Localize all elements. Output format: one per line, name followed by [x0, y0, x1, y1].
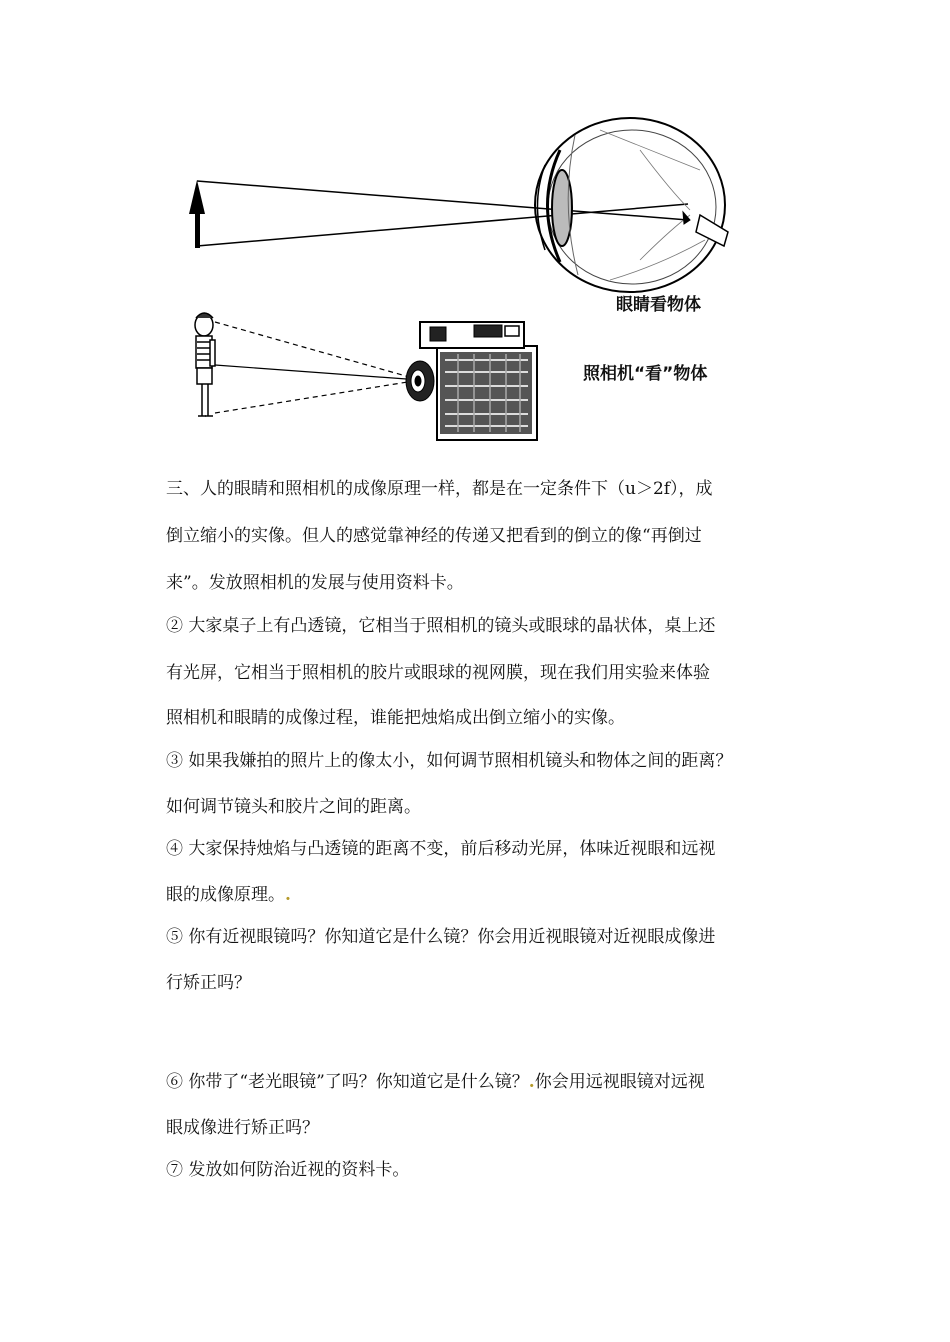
paragraph-3-line-1: 三、人的眼睛和照相机的成像原理一样，都是在一定条件下（u＞2f），成 [166, 479, 713, 499]
item-6-text-b: 你会用远视眼镜对远视 [534, 1072, 705, 1092]
camera-light-rays [215, 322, 420, 413]
item-5-line-1: ⑤ 你有近视眼镜吗？你知道它是什么镜？你会用近视眼镜对近视眼成像进 [166, 927, 716, 947]
eye-caption: 眼睛看物体 [616, 295, 701, 315]
camera-icon [406, 322, 537, 440]
item-7-line-1: ⑦ 发放如何防治近视的资料卡。 [166, 1160, 410, 1180]
eye-light-rays [197, 181, 688, 246]
item-4-line-1: ④ 大家保持烛焰与凸透镜的距离不变，前后移动光屏，体味近视眼和远视 [166, 839, 716, 859]
item-3-line-1: ③ 如果我嫌拍的照片上的像太小，如何调节照相机镜头和物体之间的距离？ [166, 751, 733, 771]
item-2-line-3: 照相机和眼睛的成像过程，谁能把烛焰成出倒立缩小的实像。 [166, 708, 625, 728]
item-4-line-2 [166, 880, 291, 905]
object-arrow-icon [189, 180, 205, 248]
item-2-line-1: ② 大家桌子上有凸透镜，它相当于照相机的镜头或眼球的晶状体，桌上还 [166, 616, 716, 636]
highlight-mark: . [285, 885, 291, 905]
camera-caption: 照相机“看”物体 [583, 364, 708, 384]
item-2-line-2: 有光屏，它相当于照相机的胶片或眼球的视网膜，现在我们用实验来体验 [166, 663, 710, 683]
paragraph-3-line-2: 倒立缩小的实像。但人的感觉靠神经的传递又把看到的倒立的像“再倒过 [166, 526, 702, 546]
item-6-line-1 [166, 1067, 705, 1092]
person-icon [195, 313, 215, 416]
optics-figure [0, 0, 950, 460]
eyeball-icon [535, 118, 728, 292]
highlight-mark: . [528, 1072, 535, 1092]
optics-illustration [0, 0, 950, 460]
item-4-text: 眼的成像原理。 [166, 885, 285, 905]
paragraph-3-line-3: 来”。发放照相机的发展与使用资料卡。 [166, 573, 464, 593]
item-6-line-2: 眼成像进行矫正吗？ [166, 1118, 319, 1138]
item-6-text-a: ⑥ 你带了“老光眼镜”了吗？你知道它是什么镜？ [166, 1072, 529, 1092]
item-5-line-2: 行矫正吗？ [166, 973, 251, 993]
item-3-line-2: 如何调节镜头和胶片之间的距离。 [166, 797, 421, 817]
